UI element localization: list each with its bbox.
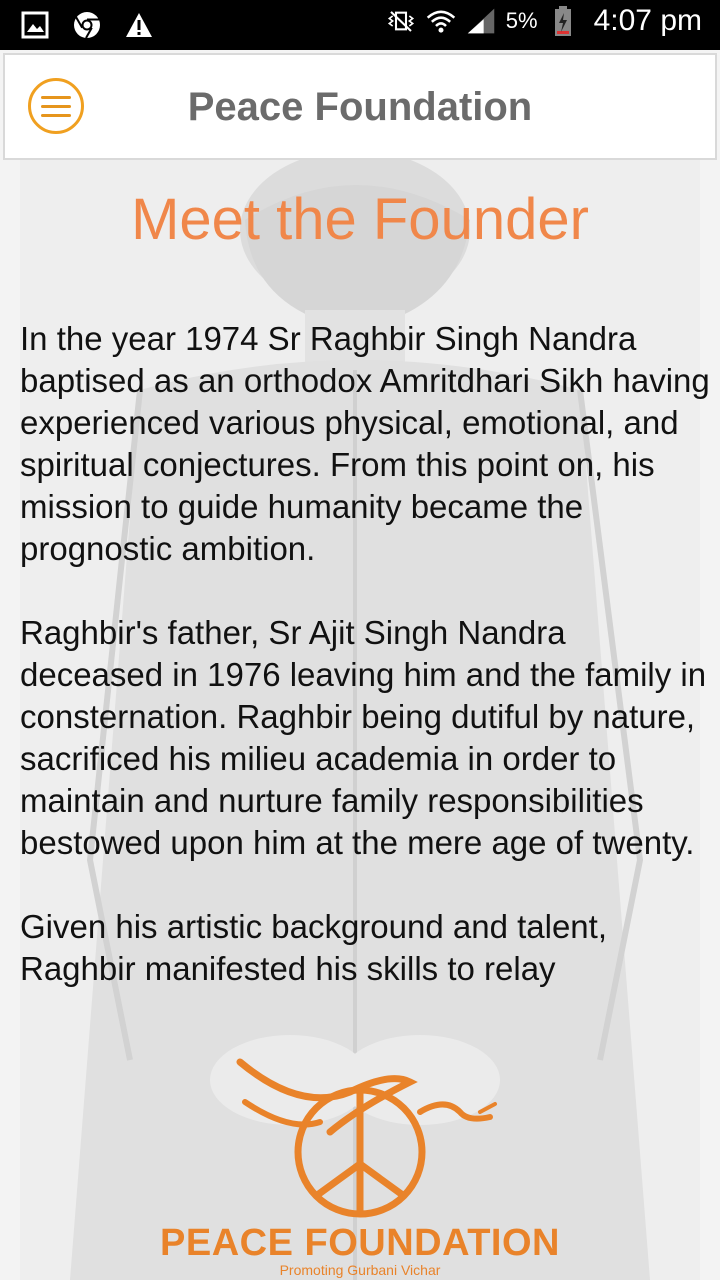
- logo-tagline: Promoting Gurbani Vichar: [279, 1262, 441, 1278]
- battery-icon: [548, 4, 578, 38]
- status-bar: [0, 0, 720, 50]
- bio-paragraph: In the year 1974 Sr Raghbir Singh Nandra baptised as an orthodox Amritdhari Sikh having experienced various physical, emotional, and spiritual conjectures. From this point on, his mission to guide humanity became the prognostic ambition.: [20, 320, 710, 567]
- wifi-icon: [426, 4, 456, 38]
- founder-bio-scroll[interactable]: [20, 318, 710, 1058]
- peace-dove-icon: [150, 1052, 570, 1222]
- signal-icon: [466, 4, 496, 38]
- bio-paragraph: Raghbir's father, Sr Ajit Singh Nandra deceased in 1976 leaving him and the family in consternation. Raghbir being dutiful by nature, sacrificed his milieu academia in order to maintain and nurture family responsibilities bestowed upon him at the mere age of twenty.: [20, 614, 707, 861]
- gallery-notification-icon: [20, 8, 50, 42]
- warning-notification-icon: [124, 8, 154, 42]
- app-header: [3, 53, 717, 160]
- page-heading: Meet the Founder: [131, 187, 589, 252]
- logo-name: PEACE FOUNDATION: [160, 1222, 560, 1264]
- battery-percentage: 5%: [505, 8, 538, 33]
- peace-foundation-logo: [150, 1052, 570, 1280]
- header-title: Peace Foundation: [187, 85, 533, 129]
- chrome-notification-icon: [72, 8, 102, 42]
- vibrate-mute-icon: [386, 4, 416, 38]
- clock: 4:07 pm: [593, 4, 702, 37]
- bio-paragraph: Given his artistic background and talent, Raghbir manifested his skills to relay: [20, 908, 607, 987]
